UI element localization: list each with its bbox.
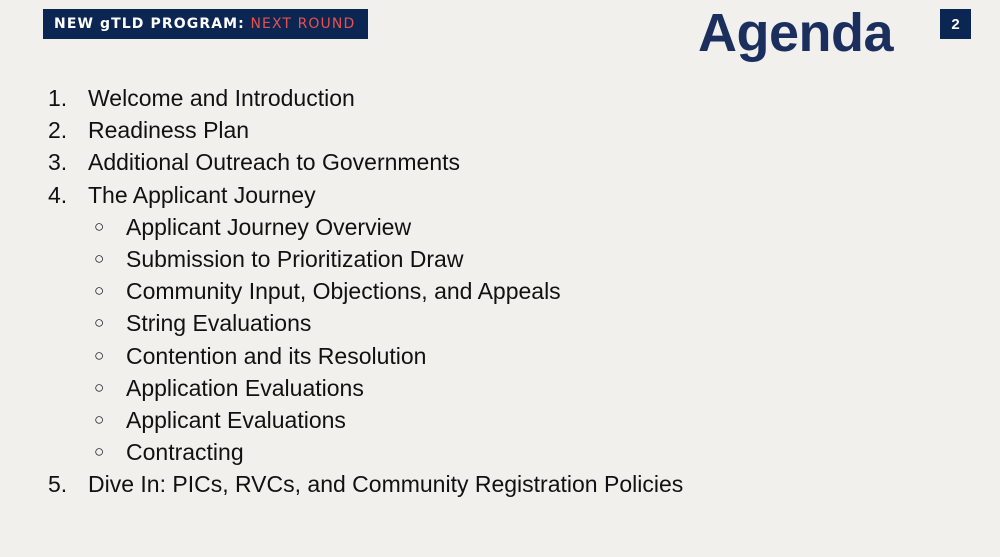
agenda-subitem-text: Submission to Prioritization Draw	[126, 245, 464, 272]
hollow-bullet-icon: ○	[94, 409, 105, 429]
list-number: 5.	[48, 471, 68, 498]
agenda-subitem	[0, 212, 1000, 244]
agenda-subitem-text: Contention and its Resolution	[126, 342, 427, 369]
hollow-bullet-icon: ○	[94, 216, 105, 236]
hollow-bullet-icon: ○	[94, 377, 105, 397]
agenda-subitem	[0, 244, 1000, 276]
slide-title: Agenda	[698, 3, 894, 63]
hollow-bullet-icon: ○	[94, 345, 105, 365]
list-number: 4.	[48, 181, 68, 208]
agenda-subitem-text: Applicant Evaluations	[126, 406, 346, 433]
agenda-item-text: The Applicant Journey	[88, 181, 316, 208]
agenda-list	[0, 83, 1000, 501]
list-number: 3.	[48, 149, 68, 176]
agenda-subitem	[0, 437, 1000, 469]
hollow-bullet-icon: ○	[94, 281, 105, 301]
agenda-item	[0, 147, 1000, 179]
banner-round-label: NEXT ROUND	[250, 16, 356, 32]
agenda-subitem	[0, 341, 1000, 373]
agenda-subitem	[0, 373, 1000, 405]
agenda-subitem	[0, 405, 1000, 437]
agenda-subitem-text: Application Evaluations	[126, 374, 364, 401]
agenda-subitem	[0, 276, 1000, 308]
agenda-item	[0, 83, 1000, 115]
agenda-subitem-text: Community Input, Objections, and Appeals	[126, 278, 561, 305]
agenda-item-text: Dive In: PICs, RVCs, and Community Registration Policies	[88, 471, 684, 498]
list-number: 2.	[48, 117, 68, 144]
agenda-subitem-text: Applicant Journey Overview	[126, 213, 412, 240]
agenda-item-text: Readiness Plan	[88, 117, 250, 144]
agenda-subitem-text: Contracting	[126, 439, 244, 466]
page-number-badge: 2	[940, 9, 971, 39]
agenda-subitem-text: String Evaluations	[126, 310, 312, 337]
program-banner	[43, 9, 368, 39]
agenda-item	[0, 180, 1000, 212]
hollow-bullet-icon: ○	[94, 313, 105, 333]
agenda-item-text: Additional Outreach to Governments	[88, 149, 461, 176]
agenda-item-text: Welcome and Introduction	[88, 85, 355, 111]
hollow-bullet-icon: ○	[94, 442, 105, 462]
agenda-item	[0, 469, 1000, 501]
banner-program-label: NEW gTLD PROGRAM:	[54, 16, 245, 32]
agenda-subitem	[0, 308, 1000, 340]
agenda-item	[0, 115, 1000, 147]
list-number: 1.	[48, 85, 68, 111]
hollow-bullet-icon: ○	[94, 248, 105, 268]
